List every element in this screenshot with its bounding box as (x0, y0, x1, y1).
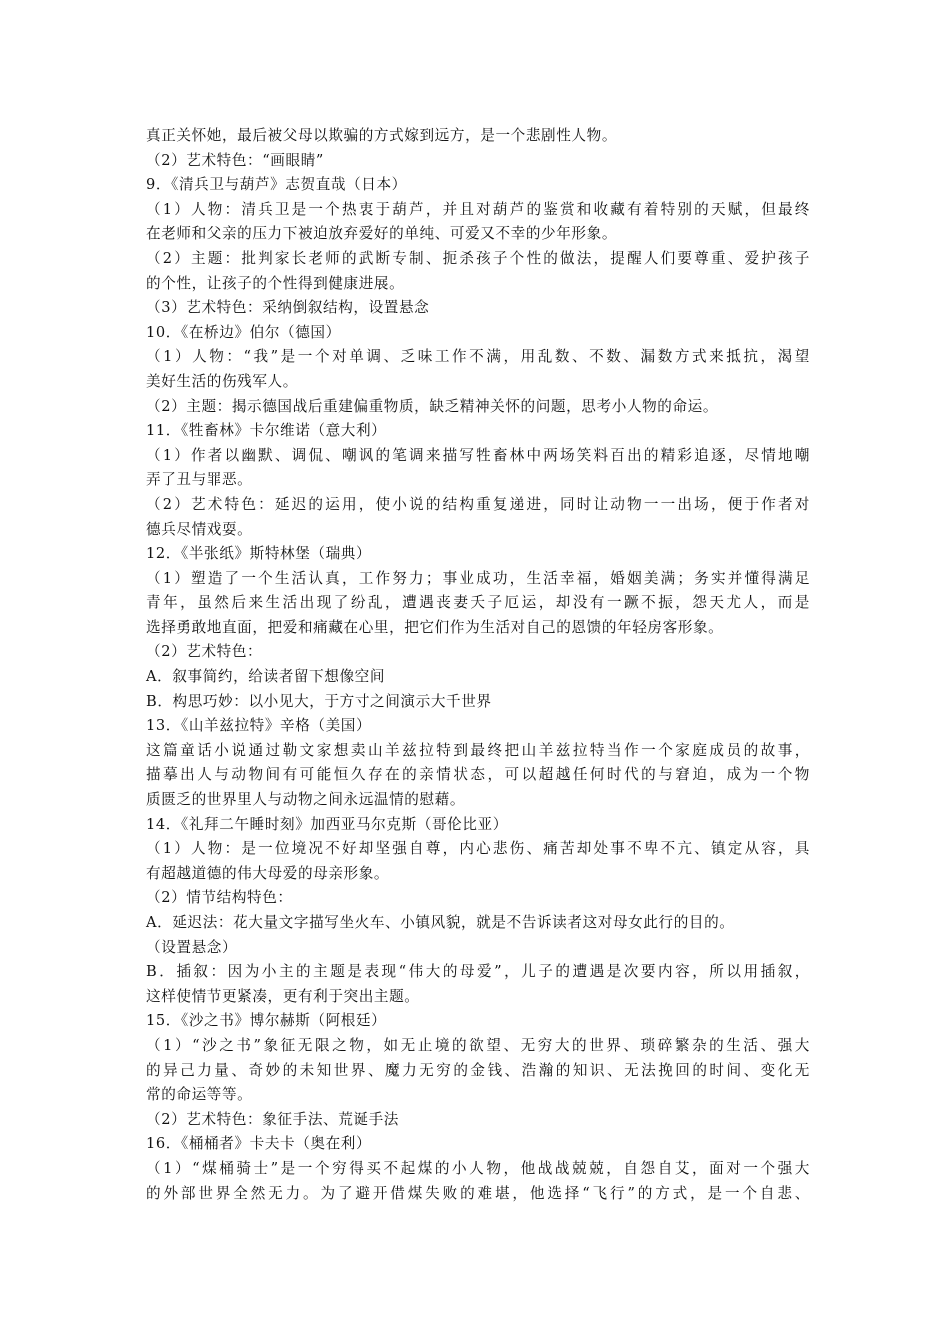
text-line: 这样使情节更紧凑，更有利于突出主题。 (146, 987, 420, 1005)
text-line: （1）“煤桶骑士”是一个穷得买不起煤的小人物，他战战兢兢，自怨自艾，面对一个强大 (146, 1159, 810, 1177)
text-line: 16．《桶桶者》卡夫卡（奥在利） (146, 1135, 372, 1153)
text-line: B．插叙：因为小主的主题是表现“伟大的母爱”，儿子的遭遇是次要内容，所以用插叙， (146, 963, 810, 981)
text-line: 11．《牲畜林》卡尔维诺（意大利） (146, 422, 387, 440)
text-line: 15．《沙之书》博尔赫斯（阿根廷） (146, 1012, 387, 1030)
text-line: 青年，虽然后来生活出现了纷乱，遭遇丧妻夭子厄运，却没有一蹶不振，怨天尤人，而是 (146, 594, 810, 612)
text-line: （1）人物：“我”是一个对单调、乏味工作不满，用乱数、不数、漏数方式来抵抗，渴望 (146, 348, 810, 366)
text-line: （2）艺术特色：象征手法、荒诞手法 (146, 1110, 399, 1128)
document-page (146, 124, 810, 1206)
text-line: 弄了丑与罪恶。 (146, 471, 253, 489)
text-line: 14．《礼拜二午睡时刻》加西亚马尔克斯（哥伦比亚） (146, 815, 508, 833)
text-line: （1）人物：清兵卫是一个热衷于葫芦，并且对葫芦的鉴赏和收藏有着特别的天赋，但最终 (146, 200, 810, 218)
text-line: 的个性，让孩子的个性得到健康进展。 (146, 274, 405, 292)
text-line: A．延迟法：花大量文字描写坐火车、小镇风貌，就是不告诉读者这对母女此行的目的。 (146, 914, 735, 931)
text-line: 质匮乏的世界里人与动物之间永远温情的慰藉。 (146, 791, 466, 809)
text-line: （1）塑造了一个生活认真，工作努力；事业成功，生活幸福，婚姻美满；务实并懂得满足 (146, 569, 810, 587)
text-line: （2）情节结构特色： (146, 889, 293, 907)
text-line: （3）艺术特色：采纳倒叙结构，设置悬念 (146, 299, 430, 317)
text-line: 这篇童话小说通过勒文家想卖山羊兹拉特到最终把山羊兹拉特当作一个家庭成员的故事， (146, 741, 810, 759)
text-line: （2）艺术特色：“画眼睛” (146, 151, 324, 169)
text-line: 12．《半张纸》斯特林堡（瑞典） (146, 545, 372, 563)
text-line: 常的命运等等。 (146, 1086, 253, 1104)
text-line: （2）主题：批判家长老师的武断专制、扼杀孩子个性的做法，提醒人们要尊重、爱护孩子 (146, 249, 810, 267)
text-line: 的外部世界全然无力。为了避开借煤失败的难堪，他选择“飞行”的方式，是一个自悲、 (146, 1184, 810, 1202)
text-line: （2）主题：揭示德国战后重建偏重物质，缺乏精神关怀的问题，思考小人物的命运。 (146, 397, 719, 415)
text-line: （2）艺术特色：延迟的运用，使小说的结构重复递进，同时让动物一一出场，便于作者对 (146, 495, 810, 513)
text-line: 选择勇敢地直面，把爱和痛藏在心里，把它们作为生活对自己的恩馈的年轻房客形象。 (146, 618, 724, 636)
text-line: B．构思巧妙：以小见大，于方寸之间演示大千世界 (146, 692, 492, 710)
text-line: 的异己力量、奇妙的未知世界、魔力无穷的金钱、浩瀚的知识、无法挽回的时间、变化无 (146, 1061, 810, 1079)
text-line: （1）人物：是一位境况不好却坚强自尊，内心悲伤、痛苦却处事不卑不亢、镇定从容，具 (146, 840, 810, 858)
text-line: （设置悬念） (146, 938, 238, 956)
text-line: 德兵尽情戏耍。 (146, 520, 253, 538)
text-line: 10．《在桥边》伯尔（德国） (146, 323, 341, 341)
text-line: （2）艺术特色： (146, 643, 263, 661)
text-line: 有超越道德的伟大母爱的母亲形象。 (146, 864, 390, 882)
text-line: 真正关怀她，最后被父母以欺骗的方式嫁到远方，是一个悲剧性人物。 (146, 127, 618, 144)
text-line: 描摹出人与动物间有可能恒久存在的亲情状态，可以超越任何时代的与窘迫，成为一个物 (146, 766, 810, 784)
text-line: （1）作者以幽默、调侃、嘲讽的笔调来描写牲畜林中两场笑料百出的精彩追逐，尽情地嘲 (146, 446, 810, 464)
text-line: （1）“沙之书”象征无限之物，如无止境的欲望、无穷大的世界、琐碎繁杂的生活、强大 (146, 1036, 810, 1054)
text-line: A．叙事简约，给读者留下想像空间 (146, 668, 386, 686)
text-line: 13．《山羊兹拉特》辛格（美国） (146, 717, 372, 735)
text-line: 美好生活的伤残军人。 (146, 372, 298, 390)
text-line: 9．《清兵卫与葫芦》志贺直哉（日本） (146, 176, 407, 194)
text-line: 在老师和父亲的压力下被迫放弃爱好的单纯、可爱又不幸的少年形象。 (146, 225, 618, 243)
